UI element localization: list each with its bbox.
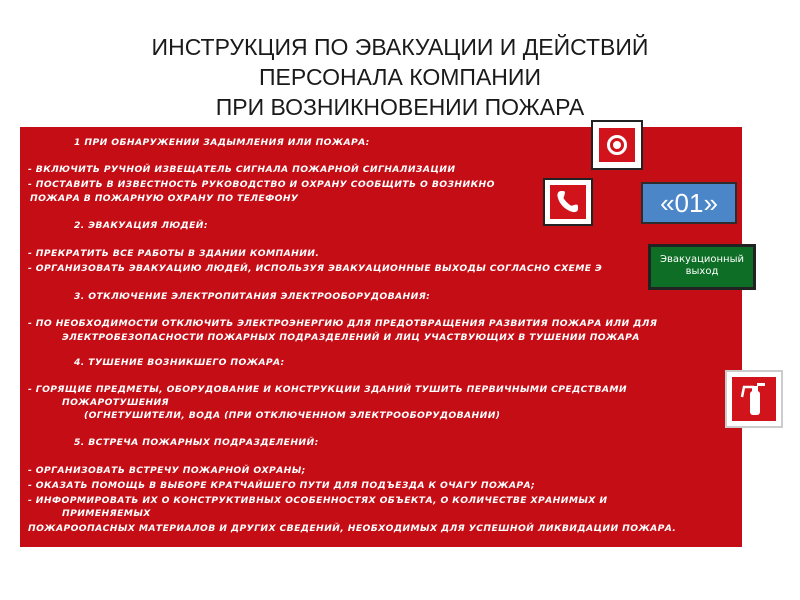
section-5-item-1: - ОРГАНИЗОВАТЬ ВСТРЕЧУ ПОЖАРНОЙ ОХРАНЫ; — [28, 465, 306, 476]
section-5-item-3-cont2: ПОЖАРООПАСНЫХ МАТЕРИАЛОВ И ДРУГИХ СВЕДЕНИЙ, НЕОБХОДИМЫХ ДЛЯ УСПЕШНОЙ ЛИКВИДАЦИИ ПОЖАРА. — [28, 523, 677, 534]
section-5-item-3-cont: ПРИМЕНЯЕМЫХ — [62, 508, 151, 519]
section-3-item-1: - ПО НЕОБХОДИМОСТИ ОТКЛЮЧИТЬ ЭЛЕКТРОЭНЕРГИЮ ДЛЯ ПРЕДОТВРАЩЕНИЯ РАЗВИТИЯ ПОЖАРА ИЛИ ДЛЯ — [28, 318, 658, 329]
section-2-heading: 2. ЭВАКУАЦИЯ ЛЮДЕЙ: — [74, 220, 208, 231]
section-1-item-1: - ВКЛЮЧИТЬ РУЧНОЙ ИЗВЕЩАТЕЛЬ СИГНАЛА ПОЖАРНОЙ СИГНАЛИЗАЦИИ — [28, 164, 456, 175]
title-line-3: ПРИ ВОЗНИКНОВЕНИИ ПОЖАРА — [215, 94, 585, 120]
section-4-item-1-cont2: (ОГНЕТУШИТЕЛИ, ВОДА (ПРИ ОТКЛЮЧЕННОМ ЭЛЕКТРООБОРУДОВАНИИ) — [84, 410, 501, 421]
section-4-item-1: - ГОРЯЩИЕ ПРЕДМЕТЫ, ОБОРУДОВАНИЕ И КОНСТРУКЦИИ ЗДАНИЙ ТУШИТЬ ПЕРВИЧНЫМИ СРЕДСТВАМИ — [28, 384, 628, 395]
section-3-item-1-cont: ЭЛЕКТРОБЕЗОПАСНОСТИ ПОЖАРНЫХ ПОДРАЗДЕЛЕНИЙ И ЛИЦ УЧАСТВУЮЩИХ В ТУШЕНИИ ПОЖАРА — [62, 332, 640, 343]
title-line-2: ПЕРСОНАЛА КОМПАНИИ — [259, 64, 541, 90]
section-1-item-2: - ПОСТАВИТЬ В ИЗВЕСТНОСТЬ РУКОВОДСТВО И ОХРАНУ СООБЩИТЬ О ВОЗНИКНО — [28, 179, 495, 190]
section-5-item-3: - ИНФОРМИРОВАТЬ ИХ О КОНСТРУКТИВНЫХ ОСОБЕННОСТЯХ ОБЪЕКТА, О КОЛИЧЕСТВЕ ХРАНИМЫХ И — [28, 495, 608, 506]
section-4-heading: 4. ТУШЕНИЕ ВОЗНИКШЕГО ПОЖАРА: — [74, 357, 285, 368]
emergency-exit-sign — [648, 244, 756, 290]
page-title — [0, 32, 800, 122]
section-5-heading: 5. ВСТРЕЧА ПОЖАРНЫХ ПОДРАЗДЕЛЕНИЙ: — [74, 437, 319, 448]
instructions-panel — [20, 127, 742, 547]
exit-sign-line-1: Эвакуационный — [660, 254, 744, 265]
fire-extinguisher-icon — [725, 370, 783, 428]
section-4-item-1-cont: ПОЖАРОТУШЕНИЯ — [62, 397, 170, 408]
section-1-heading: 1 ПРИ ОБНАРУЖЕНИИ ЗАДЫМЛЕНИЯ ИЛИ ПОЖАРА: — [74, 137, 370, 148]
exit-sign-line-2: выход — [685, 266, 719, 277]
title-line-1: ИНСТРУКЦИЯ ПО ЭВАКУАЦИИ И ДЕЙСТВИЙ — [151, 34, 649, 60]
fire-service-number-sign: «01» — [641, 182, 737, 224]
section-1-item-2-cont: ПОЖАРА В ПОЖАРНУЮ ОХРАНУ ПО ТЕЛЕФОНУ — [30, 193, 299, 204]
section-5-item-2: - ОКАЗАТЬ ПОМОЩЬ В ВЫБОРЕ КРАТЧАЙШЕГО ПУТИ ДЛЯ ПОДЪЕЗДА К ОЧАГУ ПОЖАРА; — [28, 480, 536, 491]
telephone-icon — [543, 178, 593, 226]
section-2-item-2: - ОРГАНИЗОВАТЬ ЭВАКУАЦИЮ ЛЮДЕЙ, ИСПОЛЬЗУЯ ЭВАКУАЦИОННЫЕ ВЫХОДЫ СОГЛАСНО СХЕМЕ Э — [28, 263, 603, 274]
section-3-heading: 3. ОТКЛЮЧЕНИЕ ЭЛЕКТРОПИТАНИЯ ЭЛЕКТРООБОРУДОВАНИЯ: — [74, 291, 431, 302]
section-2-item-1: - ПРЕКРАТИТЬ ВСЕ РАБОТЫ В ЗДАНИИ КОМПАНИИ. — [28, 248, 320, 259]
fire-alarm-button-icon — [591, 120, 643, 170]
